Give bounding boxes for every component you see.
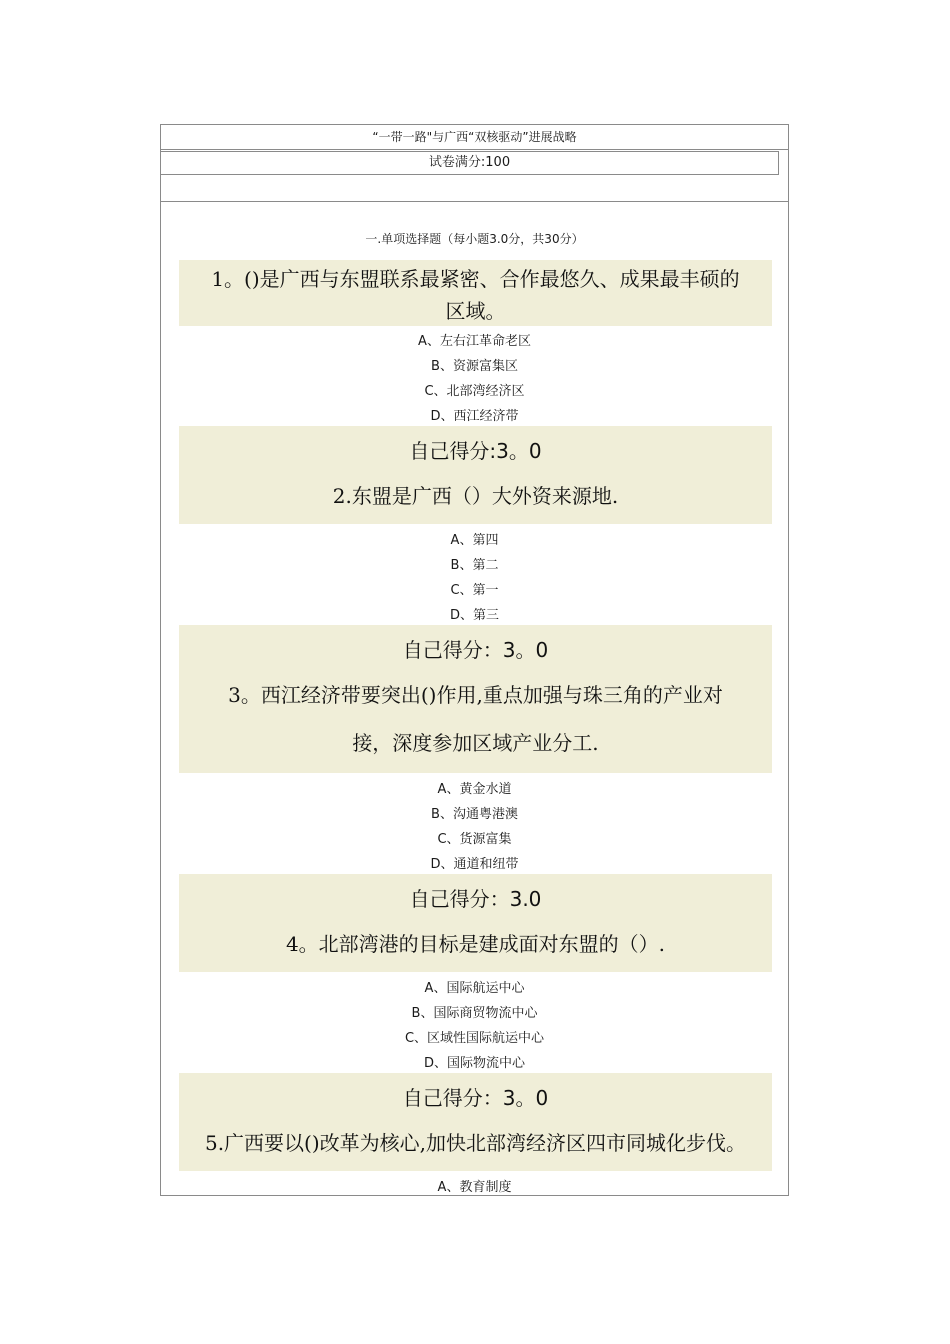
option[interactable]: A、黄金水道 [437,782,512,797]
option[interactable]: A、左右江革命老区 [418,334,531,349]
exam-title: “一带一路"与广西“双核驱动”进展战略 [161,125,788,150]
option[interactable]: D、第三 [449,608,499,623]
question-2 [179,426,772,524]
earned-score: 自己得分：3。0 [402,1086,549,1110]
full-score: 试卷满分:100 [161,151,779,175]
question-text: 2.东盟是广西（）大外资来源地. [332,484,619,508]
earned-score: 自己得分：3.0 [409,887,542,911]
question-text: 1。()是广西与东盟联系最紧密、合作最悠久、成果最丰硕的 [211,267,740,291]
question-text: 区域。 [445,299,506,323]
exam-frame [160,124,789,1196]
question-text: 接，深度参加区域产业分工. [352,731,599,755]
earned-score: 自己得分：3。0 [402,638,549,662]
question-text: 5.广西要以()改革为核心,加快北部湾经济区四市同城化步伐。 [204,1131,747,1155]
option[interactable]: B、资源富集区 [431,359,518,374]
divider [161,201,788,202]
option[interactable]: A、教育制度 [437,1180,512,1195]
earned-score: 自己得分:3。0 [409,439,542,463]
question-3 [179,625,772,773]
question-1 [179,260,772,326]
question-text: 4。北部湾港的目标是建成面对东盟的（）. [285,932,666,956]
option[interactable]: D、通道和纽带 [430,857,519,872]
question-4 [179,874,772,972]
option[interactable]: B、第二 [450,558,499,573]
option[interactable]: A、国际航运中心 [424,981,525,996]
option[interactable]: C、区域性国际航运中心 [404,1031,545,1046]
option[interactable]: C、北部湾经济区 [424,384,525,399]
option[interactable]: A、第四 [450,533,499,548]
option[interactable]: C、货源富集 [437,832,512,847]
option[interactable]: B、国际商贸物流中心 [411,1006,538,1021]
question-text: 3。西江经济带要突出()作用,重点加强与珠三角的产业对 [228,683,723,707]
section-title: 一.单项选择题（每小题3.0分，共30分） [365,232,584,246]
option[interactable]: D、国际物流中心 [423,1056,525,1071]
question-5 [179,1073,772,1171]
option[interactable]: D、西江经济带 [430,409,519,424]
option[interactable]: B、沟通粤港澳 [431,807,518,822]
option[interactable]: C、第一 [450,583,499,598]
